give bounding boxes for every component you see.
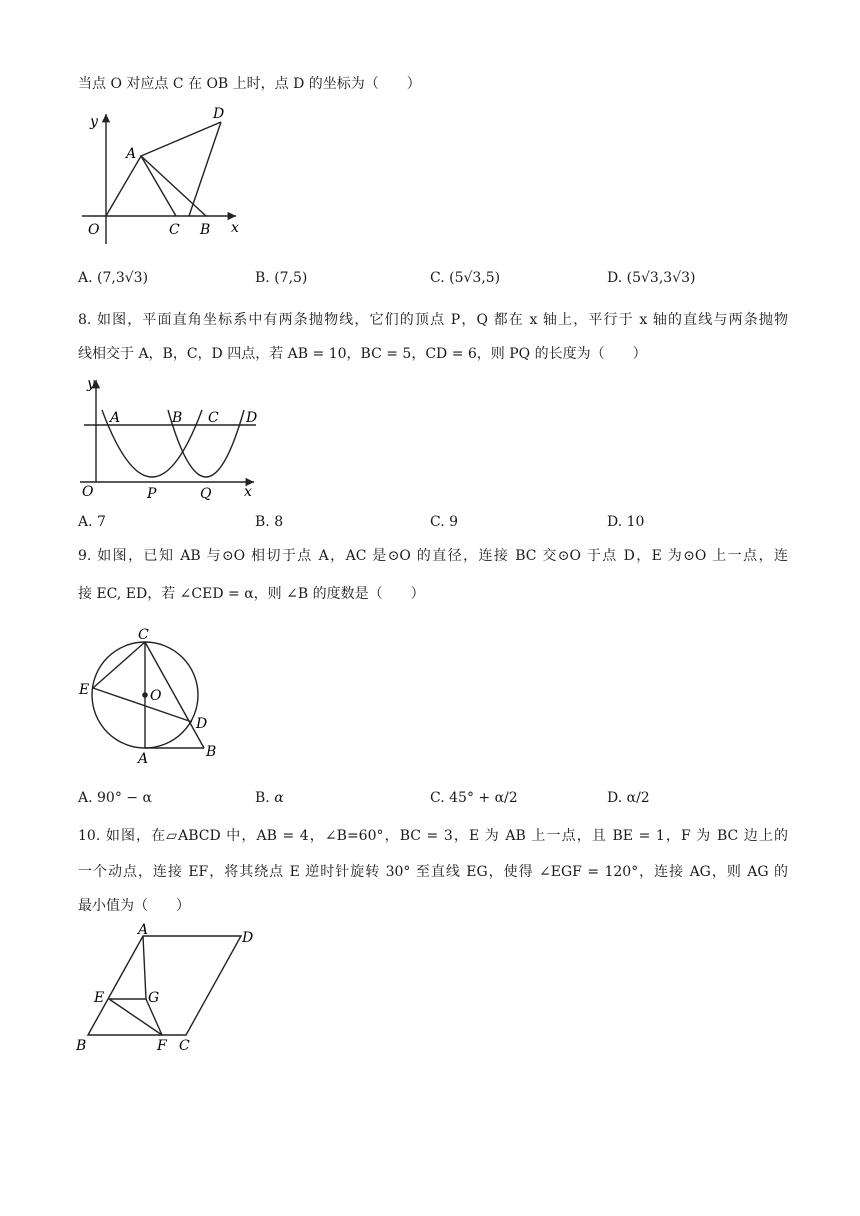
q7-option-a-value: (7,3√3) xyxy=(97,270,149,286)
q10-stem-line1: 10. 如图，在▱ABCD 中，AB = 4，∠B=60°，BC = 3，E 为 AB 上一点，且 BE = 1，F 为 BC 边上的 xyxy=(78,828,788,844)
q8-label-A: A xyxy=(110,410,121,426)
q8-stem-line1: 8. 如图，平面直角坐标系中有两条抛物线，它们的顶点 P，Q 都在 x 轴上，平行于 x 轴的直线与两条抛物 xyxy=(78,312,788,328)
q9-label-B: B xyxy=(206,744,217,760)
q9-label-O: O xyxy=(150,688,162,704)
q8-label-O: O xyxy=(82,484,94,500)
q9-figure xyxy=(76,624,236,776)
q9-option-c-value: 45° + α/2 xyxy=(449,790,518,806)
q10-label-G: G xyxy=(148,990,160,1006)
q8-option-d-value: 10 xyxy=(626,514,645,530)
q8-label-y: y xyxy=(87,376,95,392)
q8-option-a[interactable]: A. 7 xyxy=(78,514,106,530)
q9-option-b[interactable]: B. α xyxy=(255,790,284,806)
q10-stem-line3: 最小值为（ ） xyxy=(78,898,190,914)
q9-option-a[interactable]: A. 90° − α xyxy=(78,790,152,806)
q7-figure xyxy=(76,104,246,248)
q9-label-D: D xyxy=(196,716,208,732)
q8-option-b[interactable]: B. 8 xyxy=(255,514,284,530)
q9-stem-line2: 接 EC, ED，若 ∠CED = α，则 ∠B 的度数是（ ） xyxy=(78,586,425,602)
q10-stem-line2: 一个动点，连接 EF，将其绕点 E 逆时针旋转 30° 至直线 EG，使得 ∠EGF = 120°，连接 AG，则 AG 的 xyxy=(78,864,788,880)
q8-label-Q: Q xyxy=(200,486,212,502)
q9-label-A: A xyxy=(138,751,149,767)
q10-label-E: E xyxy=(94,990,105,1006)
q8-option-a-value: 7 xyxy=(97,514,106,530)
q7-option-b[interactable]: B. (7,5) xyxy=(255,270,308,286)
q8-option-d[interactable]: D. 10 xyxy=(607,514,645,530)
q9-option-c[interactable]: C. 45° + α/2 xyxy=(430,790,518,806)
q7-label-x: x xyxy=(231,220,239,236)
q9-option-d[interactable]: D. α/2 xyxy=(607,790,650,806)
q7-option-c-value: (5√3,5) xyxy=(449,270,501,286)
q9-option-d-value: α/2 xyxy=(626,790,650,806)
q7-label-A: A xyxy=(126,146,137,162)
q8-option-c[interactable]: C. 9 xyxy=(430,514,459,530)
q7-label-D: D xyxy=(213,106,225,122)
q7-stem: 当点 O 对应点 C 在 OB 上时，点 D 的坐标为（ ） xyxy=(78,76,421,92)
q10-label-D: D xyxy=(242,930,254,946)
q8-option-b-value: 8 xyxy=(274,514,284,530)
q7-label-y: y xyxy=(90,114,98,130)
q9-option-b-value: α xyxy=(274,790,284,806)
q7-option-d[interactable]: D. (5√3,3√3) xyxy=(607,270,696,286)
q8-label-B: B xyxy=(172,410,183,426)
q8-label-x: x xyxy=(244,484,252,500)
q7-option-d-value: (5√3,3√3) xyxy=(626,270,696,286)
q8-figure xyxy=(76,374,266,508)
q10-label-A: A xyxy=(138,922,149,938)
q8-label-C: C xyxy=(208,410,219,426)
q7-label-O: O xyxy=(88,222,100,238)
q10-figure xyxy=(74,922,274,1064)
q8-label-P: P xyxy=(147,486,157,502)
q10-label-F: F xyxy=(157,1038,167,1054)
q9-label-C: C xyxy=(138,627,149,643)
q8-label-D: D xyxy=(246,410,258,426)
q8-option-c-value: 9 xyxy=(449,514,459,530)
q8-stem-line2: 线相交于 A，B，C，D 四点，若 AB = 10，BC = 5，CD = 6，则 PQ 的长度为（ ） xyxy=(78,346,647,362)
q9-option-a-value: 90° − α xyxy=(97,790,152,806)
q7-option-b-value: (7,5) xyxy=(274,270,308,286)
q9-stem-line1: 9. 如图，已知 AB 与⊙O 相切于点 A，AC 是⊙O 的直径，连接 BC 交⊙O 于点 D，E 为⊙O 上一点，连 xyxy=(78,548,788,564)
q7-label-B: B xyxy=(200,222,211,238)
q7-label-C: C xyxy=(169,222,180,238)
q7-option-c[interactable]: C. (5√3,5) xyxy=(430,270,501,286)
q10-label-B: B xyxy=(76,1038,87,1054)
q7-option-a[interactable]: A. (7,3√3) xyxy=(78,270,149,286)
q9-label-E: E xyxy=(79,682,90,698)
q10-label-C: C xyxy=(179,1038,190,1054)
